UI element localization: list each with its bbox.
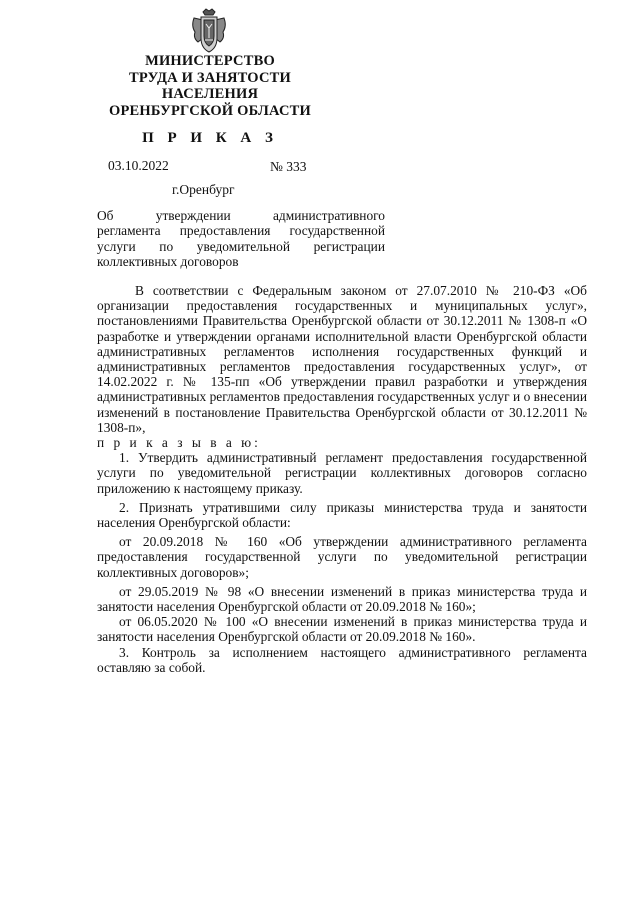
subject-line: услуги по уведомительной регистрации xyxy=(97,238,385,254)
order-item-2-b: от 29.05.2019 № 98 «О внесении изменений в приказ министерства труда и занятости населения Оренбургской области от 20.09.2018 № 160»; xyxy=(97,583,587,615)
coat-of-arms-icon xyxy=(189,8,229,54)
ministry-line: МИНИСТЕРСТВО xyxy=(145,53,275,69)
order-item-1: 1. Утвердить административный регламент предоставления государственной услуги по уведомительной регистрации коллективных договоров согласно приложению к настоящему приказу. xyxy=(97,450,587,496)
order-word: п р и к а з ы в а ю: xyxy=(97,435,261,451)
subject-line: коллективных договоров xyxy=(97,254,239,270)
preamble-paragraph: В соответствии с Федеральным законом от 27.07.2010 № 210-ФЗ «Об организации предоставления государственных и муниципальных услуг», постановлениями Правительства Оренбургской области от 30.12.2011 № 1308-п «О разработке и утверждении органами исполнительной власти Оренбургской области административных регламентов исполнения государственных функций и административных регламентов предоставления государственных услуг», от 14.02.2022 г. № 135-пп «Об утверждении правил разработки и утверждения административных регламентов предоставления государственных услуг и о внесении изменений в постановление Правительства Оренбургской области от 30.12.2011 № 1308-п», xyxy=(97,283,587,435)
order-item-2: 2. Признать утратившими силу приказы министерства труда и занятости населения Оренбургской области: xyxy=(97,499,587,531)
order-subject xyxy=(97,208,385,270)
ministry-line: ОРЕНБУРГСКОЙ ОБЛАСТИ xyxy=(109,102,311,119)
order-number: № 333 xyxy=(270,159,307,174)
order-item-2-a: от 20.09.2018 № 160 «Об утверждении административного регламента предоставления государственной услуги по уведомительной регистрации коллективных договоров»; xyxy=(97,534,587,580)
order-item-2-c: от 06.05.2020 № 100 «О внесении изменений в приказ министерства труда и занятости населения Оренбургской области от 20.09.2018 № 160». xyxy=(97,614,587,645)
order-item-3: 3. Контроль за исполнением настоящего административного регламента оставляю за собой. xyxy=(97,644,587,675)
order-body xyxy=(97,283,587,675)
subject-line: регламента предоставления государственной xyxy=(97,223,385,239)
ministry-name xyxy=(92,53,328,119)
order-title: П Р И К А З xyxy=(142,130,278,146)
ministry-line: НАСЕЛЕНИЯ xyxy=(161,86,259,102)
order-city: г.Оренбург xyxy=(172,182,235,197)
ministry-line: ТРУДА И ЗАНЯТОСТИ xyxy=(129,69,291,86)
subject-line: Об утверждении административного xyxy=(97,208,385,223)
order-date: 03.10.2022 xyxy=(108,158,169,173)
